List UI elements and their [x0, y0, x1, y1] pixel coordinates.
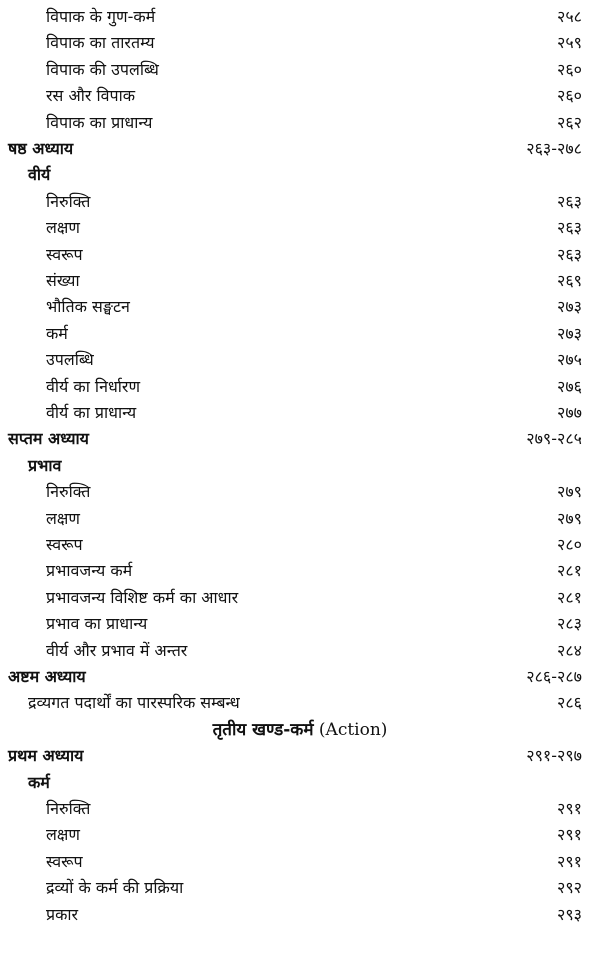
toc-entry	[0, 611, 600, 637]
toc-entry	[0, 902, 600, 928]
entry-label: द्रव्यों के कर्म की प्रक्रिया	[46, 878, 184, 898]
entry-label: निरुक्ति	[46, 482, 91, 502]
page-number: २९१	[557, 825, 582, 845]
toc-entry	[0, 875, 600, 901]
page-number: २७७	[557, 403, 582, 422]
entry-label: द्रव्यगत पदार्थों का पारस्परिक सम्बन्ध	[28, 693, 240, 713]
entry-label: प्रभावजन्य विशिष्ट कर्म का आधार	[46, 587, 239, 607]
entry-label: विपाक का तारतम्य	[46, 33, 155, 53]
entry-label: कर्म	[28, 772, 50, 792]
page-number: २९३	[557, 904, 582, 924]
entry-label: उपलब्धि	[46, 350, 94, 370]
page-number: २८१	[557, 587, 582, 607]
toc-entry	[0, 294, 600, 320]
toc-entry	[0, 690, 600, 716]
section-title-english: (Action)	[318, 719, 388, 740]
toc-entry	[0, 374, 600, 400]
chapter-heading	[0, 426, 600, 452]
page-number: २५८	[557, 7, 582, 26]
page-number: २८०	[557, 535, 582, 554]
entry-label: सप्तम अध्याय	[8, 429, 89, 449]
entry-label: कर्म	[46, 323, 68, 343]
entry-label: स्वरूप	[46, 244, 83, 264]
toc-entry	[0, 215, 600, 241]
page-number: २७९	[557, 508, 582, 528]
chapter-heading	[0, 136, 600, 162]
topic-heading	[0, 162, 600, 188]
page-number: २९१	[557, 851, 582, 871]
toc-entry	[0, 189, 600, 215]
toc-entry	[0, 400, 600, 426]
toc-entry	[0, 532, 600, 558]
toc-entry	[0, 849, 600, 875]
entry-label: संख्या	[46, 271, 80, 290]
entry-label: निरुक्ति	[46, 799, 91, 818]
page-number: २८६-२८७	[526, 667, 582, 686]
entry-label: वीर्य और प्रभाव में अन्तर	[46, 640, 188, 660]
entry-label: प्रकार	[46, 904, 79, 924]
page-number: २८४	[557, 640, 582, 660]
toc-entry	[0, 4, 600, 30]
chapter-heading	[0, 664, 600, 690]
entry-label: निरुक्ति	[46, 191, 91, 211]
section-title-hindi: तृतीय खण्ड-कर्म	[212, 719, 314, 740]
toc-entry	[0, 822, 600, 848]
toc-entry	[0, 268, 600, 294]
page-number: २९२	[557, 878, 582, 898]
entry-label: विपाक का प्राधान्य	[46, 112, 153, 132]
entry-label: रस और विपाक	[46, 86, 136, 106]
page-number: २८१	[557, 561, 582, 581]
toc-entry	[0, 796, 600, 822]
topic-heading	[0, 770, 600, 796]
toc-entry	[0, 558, 600, 584]
entry-label: लक्षण	[46, 218, 80, 238]
page-number: २६०	[557, 59, 582, 79]
entry-label: प्रभाव	[28, 455, 62, 475]
entry-label: भौतिक सङ्घटन	[46, 297, 130, 317]
page-number: २६२	[557, 112, 582, 132]
page-number: २५९	[557, 33, 582, 53]
entry-label: षष्ठ अध्याय	[8, 139, 74, 158]
entry-label: लक्षण	[46, 825, 80, 845]
toc-entry	[0, 110, 600, 136]
toc-entry	[0, 242, 600, 268]
topic-heading	[0, 453, 600, 479]
entry-label: स्वरूप	[46, 851, 83, 871]
page-number: २६३	[557, 218, 582, 238]
toc-entry	[0, 347, 600, 373]
entry-label: वीर्य का निर्धारण	[46, 376, 141, 396]
toc-entry	[0, 321, 600, 347]
page-number: २७९	[557, 482, 582, 502]
toc-entry	[0, 585, 600, 611]
section-title	[0, 717, 600, 743]
page-number: २९१-२९७	[526, 746, 582, 766]
entry-label: वीर्य	[28, 165, 51, 185]
chapter-heading	[0, 743, 600, 769]
entry-label: अष्टम अध्याय	[8, 667, 86, 686]
entry-label: विपाक के गुण-कर्म	[46, 7, 156, 26]
toc-entry	[0, 57, 600, 83]
page-number: २७५	[557, 350, 582, 370]
entry-label: प्रभावजन्य कर्म	[46, 561, 133, 581]
page-number: २८६	[557, 693, 582, 713]
entry-label: स्वरूप	[46, 535, 83, 554]
entry-label: प्रभाव का प्राधान्य	[46, 614, 148, 634]
page-number: २६९	[557, 271, 582, 290]
entry-label: विपाक की उपलब्धि	[46, 59, 159, 79]
entry-label: लक्षण	[46, 508, 80, 528]
toc-entry	[0, 83, 600, 109]
toc-entry	[0, 30, 600, 56]
entry-label: प्रथम अध्याय	[8, 746, 84, 766]
page-number: २७३	[557, 297, 582, 317]
page-number: २७३	[557, 323, 582, 343]
toc-entry	[0, 479, 600, 505]
page-number: २६३	[557, 244, 582, 264]
page-number: २६३-२७८	[526, 139, 582, 158]
page-number: २९१	[557, 799, 582, 818]
toc-entry	[0, 638, 600, 664]
page-number: २६३	[557, 191, 582, 211]
toc-entry	[0, 506, 600, 532]
page-number: २६०	[557, 86, 582, 106]
entry-label: वीर्य का प्राधान्य	[46, 403, 137, 422]
page-number: २८३	[557, 614, 582, 634]
page-number: २७६	[557, 376, 582, 396]
page-number: २७९-२८५	[526, 429, 582, 449]
